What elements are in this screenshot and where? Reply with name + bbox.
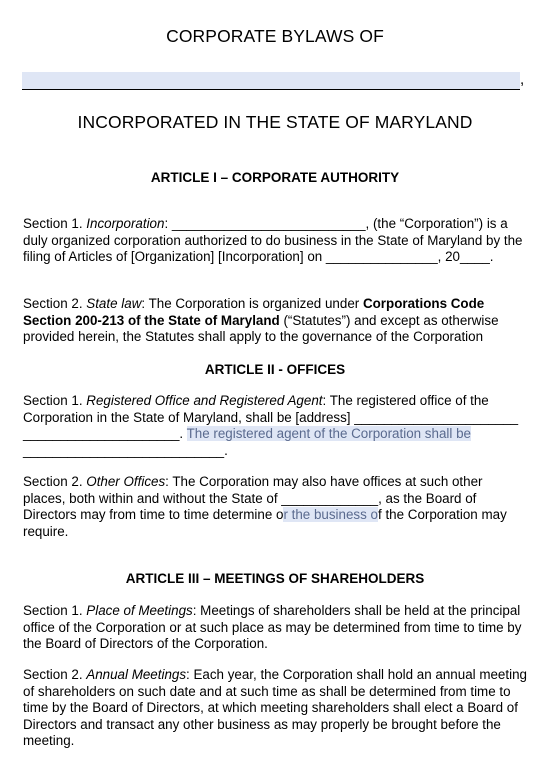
article-3-heading: ARTICLE III – MEETINGS OF SHAREHOLDERS xyxy=(125,571,425,586)
section-text: : __________________________, (the “Corporation”) is a duly organized corporation authorized to do business in the State of Maryland by the filing of Articles of [Organization] [Incorporation] on _______________, 20____. xyxy=(23,216,523,265)
section-text: : The Corporation may also have offices at such other places, both within and without the State of _____________, as the Board of Directors may from time to time determine o xyxy=(23,474,483,523)
section-text: : Each year, the Corporation shall hold an annual meeting of shareholders on such date and at such time as shall be determined from time to time by the Board of Directors, at which meeting shareholders shall elect a Board of Directors and transact any other business as may properly be brought before the meeting. xyxy=(23,667,527,749)
corporation-name-field[interactable] xyxy=(22,72,520,90)
article-2-section-1 xyxy=(23,393,527,459)
article-1-heading: ARTICLE I – CORPORATE AUTHORITY xyxy=(150,170,400,185)
section-text-cont: f the Corporation may require. xyxy=(23,507,507,539)
section-text: : Meetings of shareholders shall be held at the principal office of the Corporation or at such place as may be determined from time to time by the Board of Directors of the Corporation. xyxy=(23,603,522,652)
section-label: Section 2. xyxy=(23,474,87,489)
section-label: Section 2. xyxy=(23,296,87,311)
section-label: Section 1. xyxy=(23,216,87,231)
section-title: State law xyxy=(86,296,142,311)
registered-agent-highlight-cont[interactable]: the Corporation shall be xyxy=(328,426,471,442)
section-text: : The Corporation is organized under xyxy=(141,296,363,311)
section-text: : The registered office of the Corporation in the State of Maryland, shall be [address] ______________________ _____________________. xyxy=(23,393,519,442)
other-offices-highlight[interactable]: r the business o xyxy=(283,507,378,523)
section-text-cont: (“Statutes”) and except as otherwise provided herein, the Statutes shall apply to the governance of the Corporation xyxy=(23,312,499,345)
name-comma: , xyxy=(520,71,525,88)
section-title: Other Offices xyxy=(86,474,166,489)
section-label: Section 2. xyxy=(23,667,87,682)
section-title: Registered Office and Registered Agent xyxy=(86,393,323,408)
registered-agent-highlight[interactable]: The registered agent of xyxy=(186,426,329,442)
article-3-section-2 xyxy=(23,667,527,750)
corporation-name-row xyxy=(22,70,532,90)
article-2-heading: ARTICLE II - OFFICES xyxy=(204,362,346,377)
article-2-section-2 xyxy=(23,474,527,540)
statute-reference: Corporations Code Section 200-213 of the State of Maryland xyxy=(23,296,485,328)
document-subtitle: INCORPORATED IN THE STATE OF MARYLAND xyxy=(77,112,473,132)
section-label: Section 1. xyxy=(23,603,87,618)
article-1-section-2 xyxy=(23,296,527,346)
section-text-cont: ___________________________. xyxy=(23,442,228,458)
section-title: Incorporation xyxy=(86,216,165,231)
document-title: CORPORATE BYLAWS OF xyxy=(166,26,384,46)
article-1-section-1 xyxy=(23,216,527,266)
section-title: Annual Meetings xyxy=(86,667,187,682)
section-title: Place of Meetings xyxy=(86,603,193,618)
article-3-section-1 xyxy=(23,603,527,653)
section-label: Section 1. xyxy=(23,393,87,408)
